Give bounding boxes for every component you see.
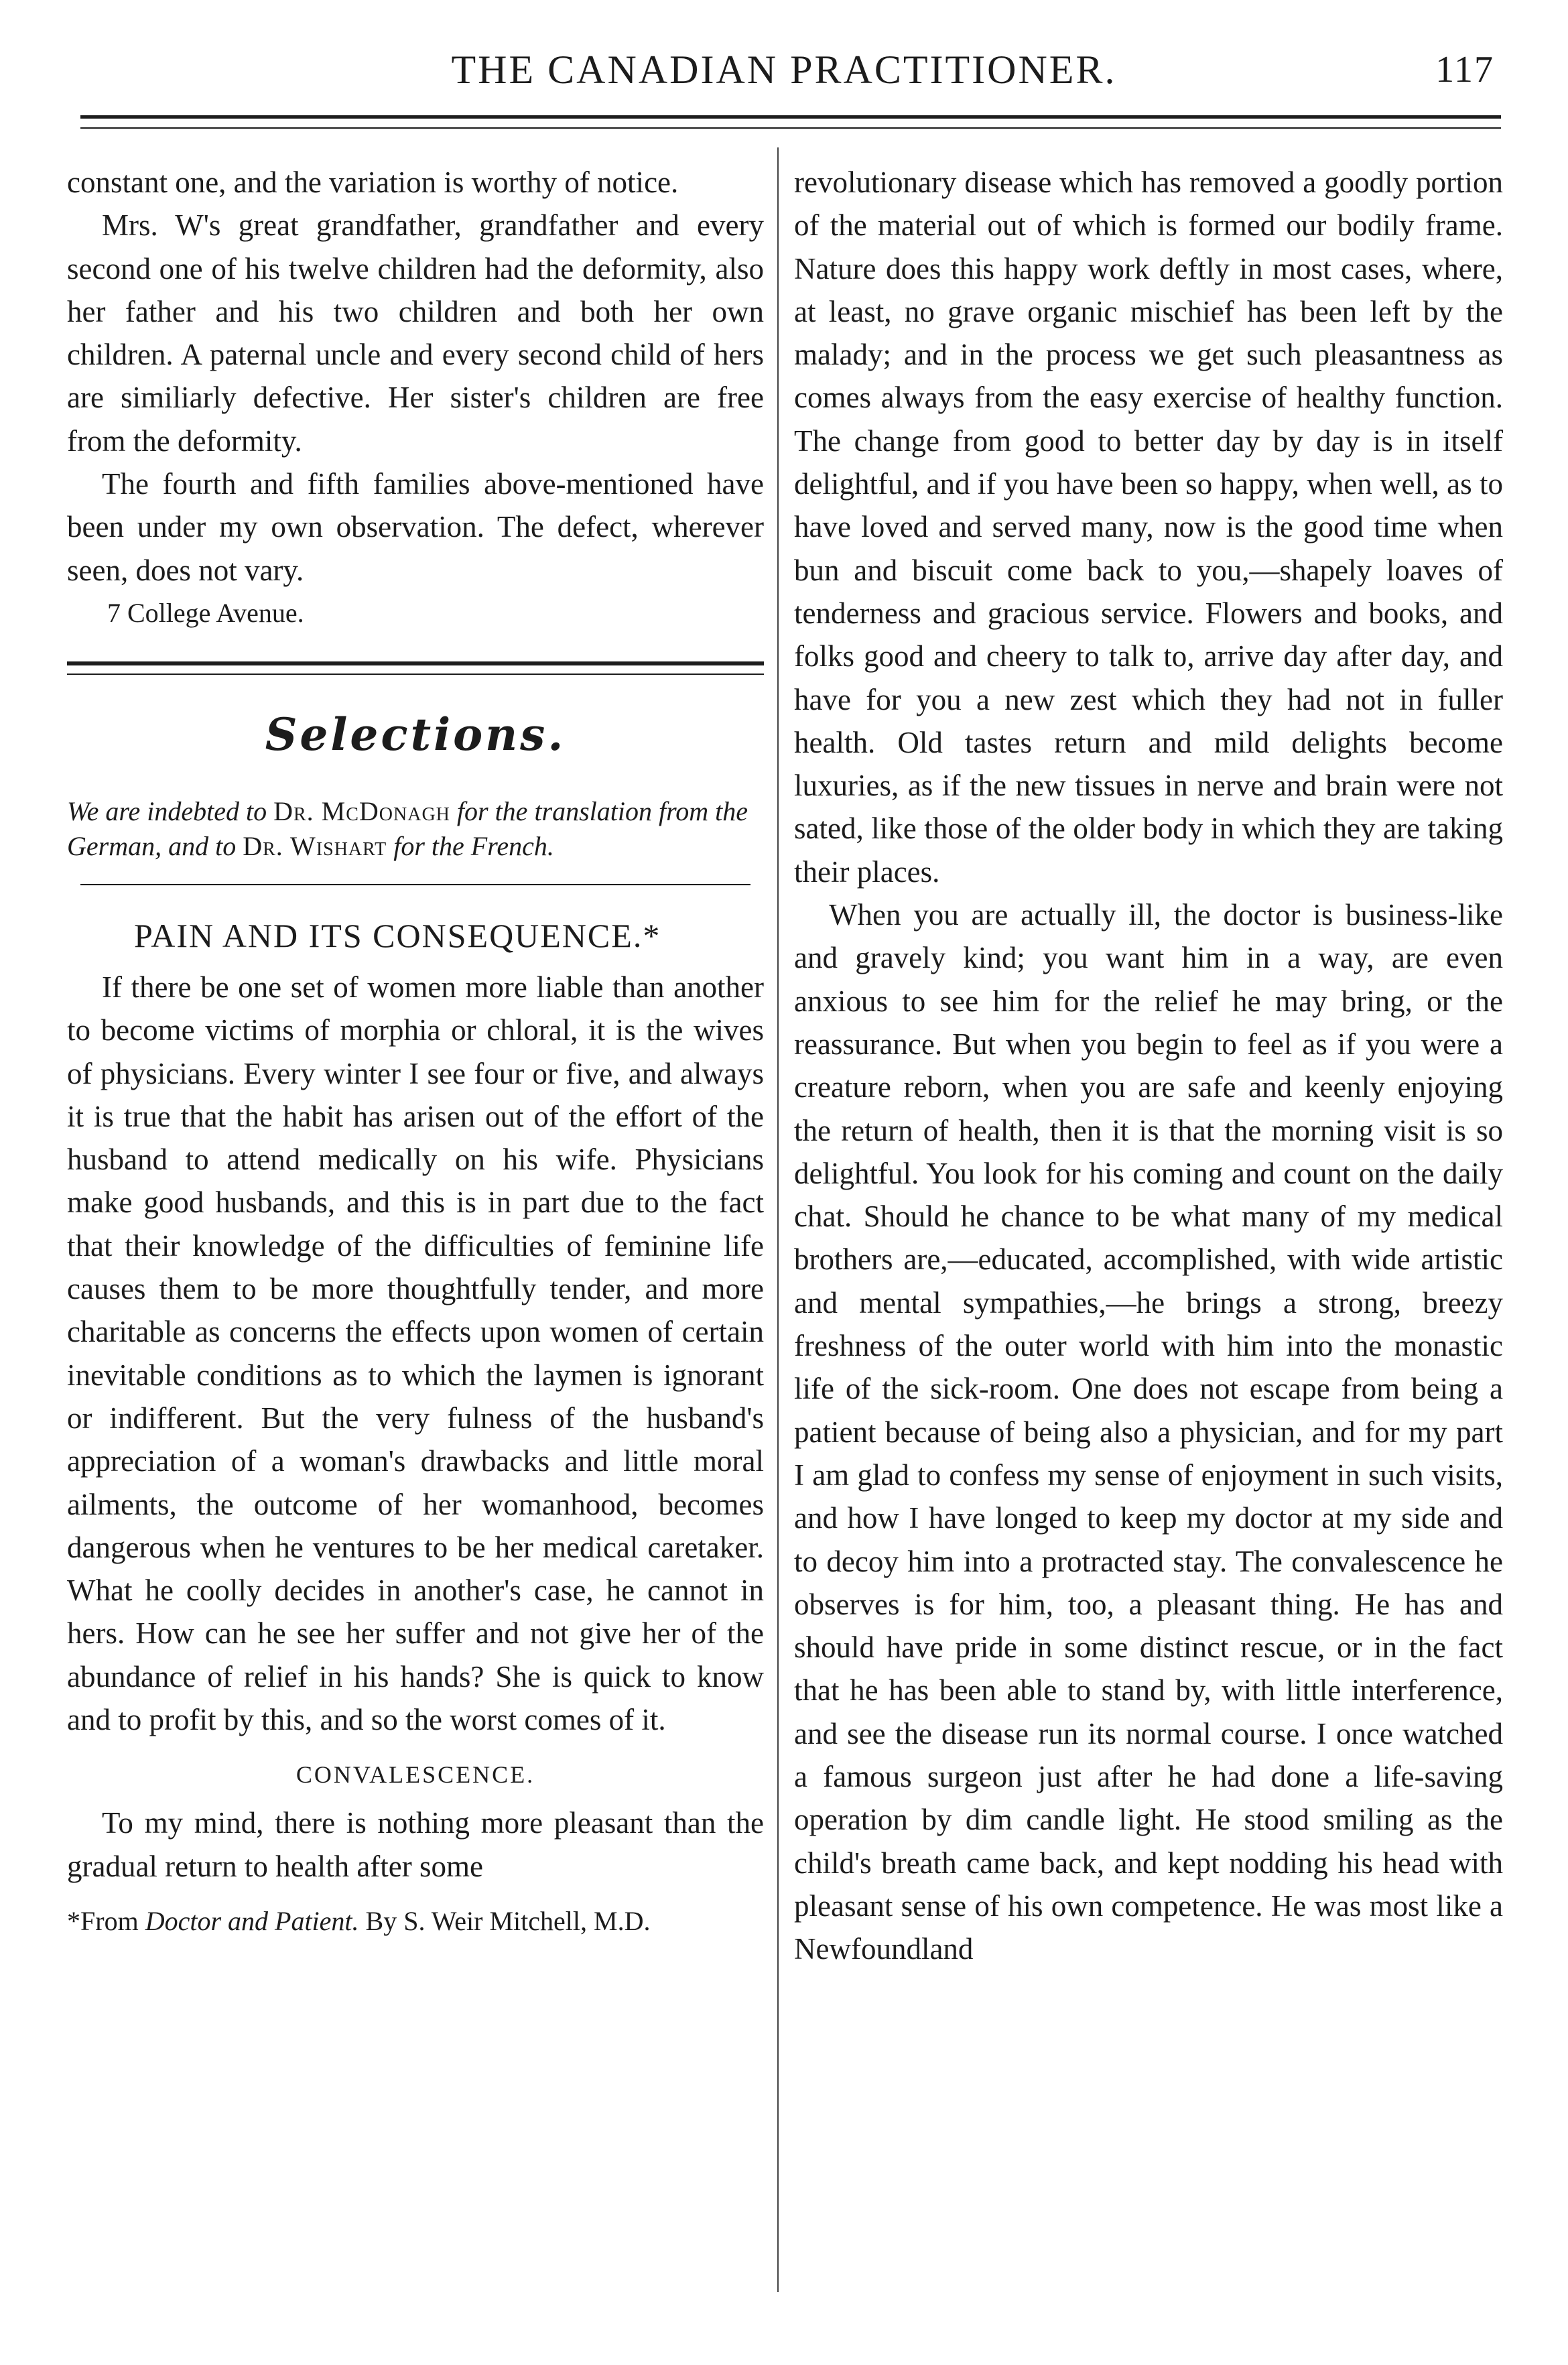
column-divider bbox=[777, 147, 779, 2292]
paragraph: Mrs. W's great grandfather, grandfather and every second one of his twelve children had the deformity, also her father and his two children and both her own children. A paternal uncle and every second child of hers are similiarly defective. Her sister's children are free from the deformity. bbox=[67, 208, 764, 458]
author-address: 7 College Avenue. bbox=[107, 597, 304, 628]
running-head bbox=[0, 40, 1568, 101]
paragraph: If there be one set of women more liable than another to become victims of morphia or chloral, it is the wives of physicians. Every winter I see four or five, and always it is true that the habit has arisen out of the effort of the husband to attend medically on his wife. Physicians make good husbands, and this is in part due to the fact that their knowledge of the difficulties of feminine life causes them to be more thoughtfully tender, and more charitable as concerns the effects upon women of certain inevitable conditions as to which the laymen is ignorant or indifferent. But the very fulness of the husband's appreciation of a woman's drawbacks and little moral ailments, the outcome of her womanhood, becomes dangerous when he ventures to be her medical caretaker. What he coolly decides in another's case, he cannot in hers. How can he see her suffer and not give her of the abundance of relief in his hands? She is quick to know and to profit by this, and so the worst comes of it. bbox=[67, 970, 764, 1737]
section-rule bbox=[67, 661, 764, 682]
footnote: *From Doctor and Patient. By S. Weir Mitchell, M.D. bbox=[67, 1905, 651, 1936]
paragraph: The fourth and fifth families above-mentioned have been under my own observation. The defect, wherever seen, does not vary. bbox=[67, 467, 764, 587]
note-rule bbox=[80, 884, 750, 885]
section-heading: Selections. bbox=[265, 708, 566, 761]
article-title: PAIN AND ITS CONSEQUENCE.* bbox=[134, 916, 661, 954]
page-number: 117 bbox=[1435, 49, 1494, 90]
subheading: CONVALESCENCE. bbox=[296, 1761, 535, 1789]
paragraph: To my mind, there is nothing more pleasant than the gradual return to health after some bbox=[67, 1806, 764, 1883]
header-rule-thick bbox=[80, 115, 1501, 119]
left-column bbox=[67, 161, 764, 1937]
paragraph: constant one, and the variation is worthy of notice. bbox=[67, 166, 679, 199]
paragraph: revolutionary disease which has removed a goodly portion of the material out of which is formed our bodily frame. Nature does this happy work deftly in most cases, where, at least, no grave organic mischief has been left by the malady; and in the process we get such pleasantness as comes always from the easy exercise of healthy function. The change from good to better day by day is in itself delightful, and if you have been so happy, when well, as to have loved and served many, now is the good time when bun and biscuit come back to you,—shapely loaves of tenderness and gracious service. Flowers and books, and folks good and cheery to talk to, arrive day after day, and have for you a new zest which they had not in fuller health. Old tastes return and mild delights become luxuries, as if the new tissues in nerve and brain were not sated, like those of the older body in which they are taking their places. bbox=[794, 166, 1503, 889]
translation-note: We are indebted to Dr. McDonagh for the translation from the German, and to Dr. Wishart for the French. bbox=[67, 795, 748, 861]
journal-title: THE CANADIAN PRACTITIONER. bbox=[451, 48, 1117, 92]
paragraph: When you are actually ill, the doctor is business-like and gravely kind; you want him in a way, are even anxious to see him for the relief he may bring, or the reassurance. But when you begin to feel as if you were a creature reborn, when you are safe and keenly enjoying the return of health, then it is that the morning visit is so delightful. You look for his coming and count on the daily chat. Should he chance to be what many of my medical brothers are,—educated, accomplished, with wide artistic and mental sympathies,—he brings a strong, breezy freshness of the outer world with him into the monastic life of the sick-room. One does not escape from being a patient because of being also a physician, and for my part I am glad to confess my sense of enjoyment in such visits, and how I have longed to keep my doctor at my side and to decoy him into a protracted stay. The convalescence he observes is for him, too, a pleasant thing. He has and should have pride in some distinct rescue, or in the fact that he has been able to stand by, with little interference, and see the disease run its normal course. I once watched a famous surgeon just after he had done a life-saving operation by dim candle light. He stood smiling as the child's breath came back, and kept nodding his head with pleasant sense of his own competence. He was most like a Newfoundland bbox=[794, 898, 1503, 1966]
header-rule-thin bbox=[80, 127, 1501, 129]
right-column bbox=[794, 161, 1503, 1970]
